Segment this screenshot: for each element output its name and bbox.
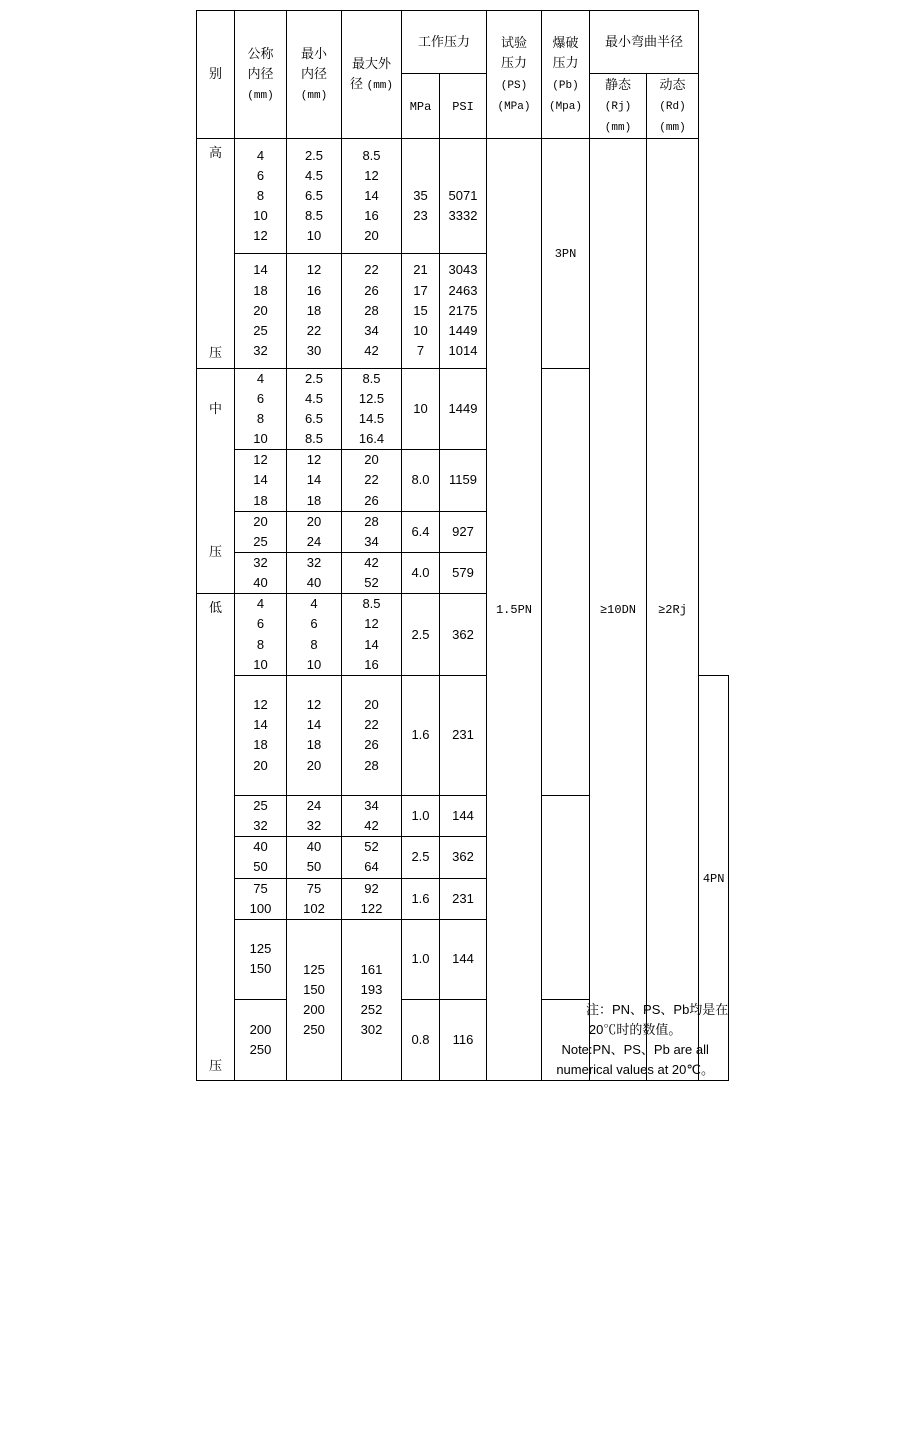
category-cell-medium: [197, 368, 235, 594]
header-bend-static-sym: (Rj): [604, 101, 632, 114]
cell-min-id: 125 150 200 250: [287, 919, 342, 1080]
cell-nominal-id: 12 14 18 20: [235, 675, 287, 795]
cell-psi: 144: [440, 796, 487, 837]
header-bend-dynamic-sym: (Rd): [659, 101, 686, 114]
cell-max-od: 92 122: [342, 878, 402, 919]
cell-psi: 116: [440, 999, 487, 1081]
cell-mpa: 1.6: [402, 878, 440, 919]
header-nominal-id-title: 公称 内径: [247, 45, 274, 81]
footnote-line-1: 注：PN、PS、Pb均是在: [586, 1001, 729, 1017]
cell-min-id: 12 14 18 20: [287, 675, 342, 795]
cell-mpa: 10: [402, 368, 440, 450]
header-max-od-title: 最大外 径: [349, 55, 391, 92]
cell-psi: 1159: [440, 450, 487, 511]
footnote-line-2: 20℃时的数值。: [588, 1021, 682, 1037]
category-label-low: 低 压: [208, 600, 222, 1073]
cell-max-od: 8.5 12.5 14.5 16.4: [342, 368, 402, 450]
cell-max-od: 28 34: [342, 511, 402, 552]
header-nominal-id: [235, 11, 287, 139]
cell-mpa: 2.5: [402, 837, 440, 878]
cell-psi: 231: [440, 878, 487, 919]
cell-test-pressure: 1.5PN: [487, 139, 542, 1081]
header-burst-pressure: [542, 11, 590, 139]
cell-nominal-id: 25 32: [235, 796, 287, 837]
cell-max-od: 8.5 12 14 16 20: [342, 139, 402, 254]
cell-min-id: 2.5 4.5 6.5 8.5: [287, 368, 342, 450]
cell-min-id: 12 14 18: [287, 450, 342, 511]
header-bend-static-unit: (mm): [604, 122, 632, 135]
cell-min-id: 32 40: [287, 553, 342, 594]
cell-mpa: 6.4: [402, 511, 440, 552]
cell-nominal-id: 14 18 20 25 32: [235, 253, 287, 368]
cell-min-id: 24 32: [287, 796, 342, 837]
cell-psi: 3043 2463 2175 1449 1014: [440, 253, 487, 368]
category-cell-high: [197, 139, 235, 369]
cell-min-id: 4 6 8 10: [287, 594, 342, 676]
category-label-medium: 中 压: [208, 401, 222, 560]
cell-nominal-id: 4 6 8 10: [235, 594, 287, 676]
cell-min-id: 40 50: [287, 837, 342, 878]
header-min-id-title: 最小 内径: [300, 45, 327, 81]
header-burst-pressure-title: 爆破 压力: [552, 35, 579, 71]
header-working-pressure: 工作压力: [402, 11, 487, 74]
cell-min-id: 2.5 4.5 6.5 8.5 10: [287, 139, 342, 254]
cell-mpa: 1.0: [402, 796, 440, 837]
cell-bend-dynamic: ≥2Rj: [647, 139, 699, 1081]
header-min-id-unit: (mm): [300, 90, 328, 103]
cell-mpa: 8.0: [402, 450, 440, 511]
cell-mpa: 0.8: [402, 999, 440, 1081]
cell-min-id: 75 102: [287, 878, 342, 919]
header-min-id: [287, 11, 342, 139]
header-burst-pressure-unit: (Pb) (Mpa): [548, 79, 582, 113]
cell-psi: 362: [440, 594, 487, 676]
cell-mpa: 35 23: [402, 139, 440, 254]
cell-nominal-id: 12 14 18: [235, 450, 287, 511]
cell-nominal-id: 4 6 8 10: [235, 368, 287, 450]
footnote-line-4: numerical values at 20℃。: [556, 1062, 714, 1078]
header-nominal-id-unit: (mm): [247, 90, 274, 103]
cell-min-id: 20 24: [287, 511, 342, 552]
header-bend-dynamic-unit: (mm): [659, 122, 686, 135]
table-row: [197, 139, 729, 254]
cell-max-od: 52 64: [342, 837, 402, 878]
table-footnote: [542, 999, 729, 1081]
header-psi: PSI: [440, 74, 487, 139]
category-label-high: 高 压: [208, 145, 222, 361]
header-category: 别: [197, 11, 235, 139]
cell-max-od: 42 52: [342, 553, 402, 594]
cell-nominal-id: 20 25: [235, 511, 287, 552]
cell-bend-static: ≥10DN: [590, 139, 647, 1081]
table-header-row-1: [197, 11, 729, 74]
table-row: [197, 999, 729, 1081]
header-test-pressure-title: 试验 压力: [500, 35, 527, 71]
cell-max-od: 20 22 26 28: [342, 675, 402, 795]
category-cell-low: [197, 594, 235, 1081]
header-max-od-unit: (mm): [366, 80, 394, 93]
header-mpa: MPa: [402, 74, 440, 139]
cell-mpa: 4.0: [402, 553, 440, 594]
cell-burst-pressure-high: 3PN: [542, 139, 590, 369]
cell-psi: 144: [440, 919, 487, 999]
header-test-pressure-unit: (PS) (MPa): [497, 79, 531, 113]
cell-mpa: 2.5: [402, 594, 440, 676]
header-max-od: [342, 11, 402, 139]
cell-max-od: 161 193 252 302: [342, 919, 402, 1080]
cell-min-id: 12 16 18 22 30: [287, 253, 342, 368]
cell-mpa: 1.0: [402, 919, 440, 999]
cell-max-od: 22 26 28 34 42: [342, 253, 402, 368]
cell-psi: 927: [440, 511, 487, 552]
header-bend-static: 静态 (Rj) (mm): [590, 74, 647, 139]
cell-nominal-id: 4 6 8 10 12: [235, 139, 287, 254]
cell-burst-pressure-spacer: [542, 368, 590, 795]
cell-mpa: 21 17 15 10 7: [402, 253, 440, 368]
cell-nominal-id: 200 250: [235, 999, 287, 1081]
cell-max-od: 20 22 26: [342, 450, 402, 511]
header-bend-dynamic: 动态 (Rd) (mm): [647, 74, 699, 139]
cell-psi: 362: [440, 837, 487, 878]
header-test-pressure: [487, 11, 542, 139]
cell-psi: 5071 3332: [440, 139, 487, 254]
cell-psi: 231: [440, 675, 487, 795]
hose-specification-table: [196, 10, 729, 1081]
header-min-bend-radius: 最小弯曲半径: [590, 11, 699, 74]
cell-mpa: 1.6: [402, 675, 440, 795]
cell-nominal-id: 32 40: [235, 553, 287, 594]
cell-nominal-id: 125 150: [235, 919, 287, 999]
cell-nominal-id: 40 50: [235, 837, 287, 878]
cell-max-od: 8.5 12 14 16: [342, 594, 402, 676]
cell-psi: 579: [440, 553, 487, 594]
footnote-line-3: Note:PN、PS、Pb are all: [561, 1042, 709, 1058]
cell-nominal-id: 75 100: [235, 878, 287, 919]
cell-psi: 1449: [440, 368, 487, 450]
cell-burst-pressure-low: 4PN: [699, 675, 729, 1081]
cell-max-od: 34 42: [342, 796, 402, 837]
